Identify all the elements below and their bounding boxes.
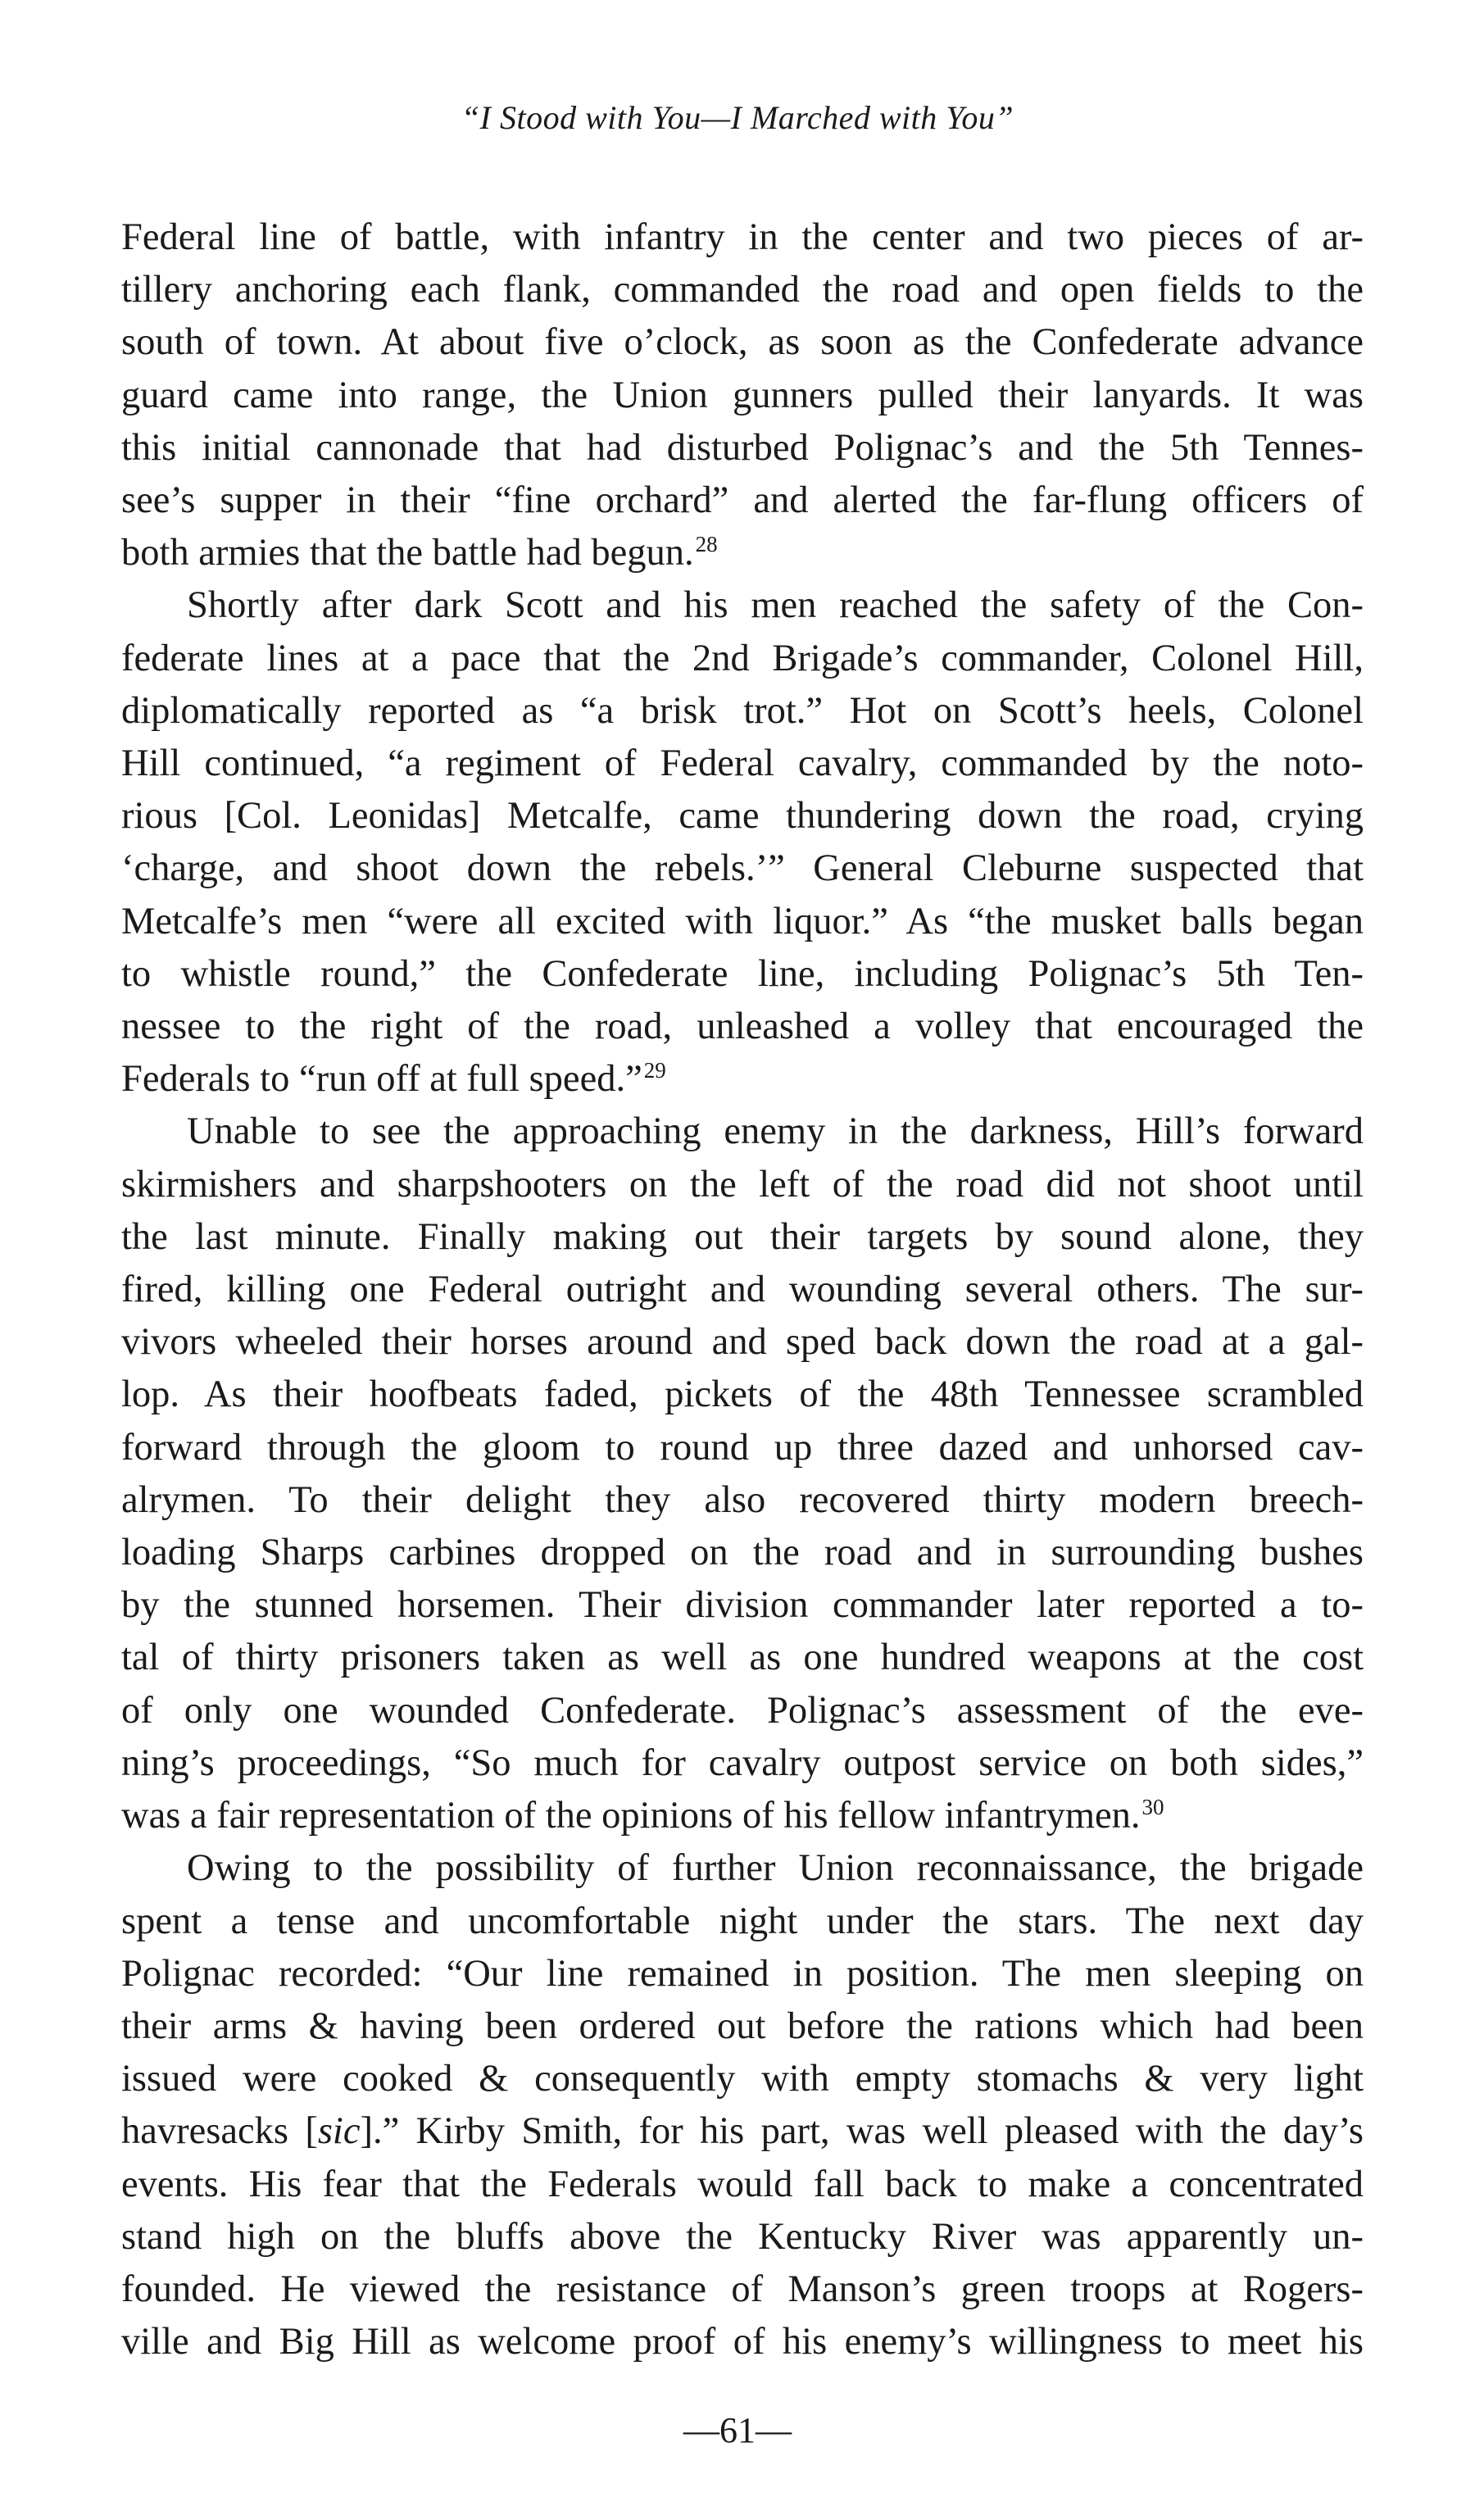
text-line: their arms & having been ordered out before the rations which had been — [121, 2005, 1364, 2047]
text-line: to whistle round,” the Confederate line, including Polignac’s 5th Ten- — [121, 952, 1364, 995]
footnote-marker[interactable]: 29 — [643, 1057, 666, 1083]
text-line: Metcalfe’s men “were all excited with liquor.” As “the musket balls began — [121, 900, 1364, 942]
paragraph-1 — [121, 211, 1364, 579]
text-line: havresacks [sic].” Kirby Smith, for his part, was well pleased with the day’s — [121, 2110, 1364, 2153]
text-line: both armies that the battle had begun.$^{28}$ — [121, 531, 718, 574]
text-line: ning’s proceedings, “So much for cavalry outpost service on both sides,” — [121, 1741, 1364, 1784]
text-line: guard came into range, the Union gunners pulled their lanyards. It was — [121, 374, 1364, 416]
text-line: Polignac recorded: “Our line remained in position. The men sleeping on — [121, 1952, 1364, 1995]
text-line: stand high on the bluffs above the Kentucky River was apparently un- — [121, 2215, 1364, 2258]
text-line: spent a tense and uncomfortable night under the stars. The next day — [121, 1900, 1364, 1942]
text-line: founded. He viewed the resistance of Manson’s green troops at Rogers- — [121, 2268, 1364, 2310]
running-head: “I Stood with You—I Marched with You” — [461, 99, 1014, 136]
text-line: rious [Col. Leonidas] Metcalfe, came thundering down the road, crying — [121, 795, 1364, 838]
body-text — [121, 211, 1364, 2368]
text-line: tal of thirty prisoners taken as well as one hundred weapons at the cost — [121, 1637, 1364, 1679]
page-number: —61— — [683, 2410, 792, 2450]
text-line: fired, killing one Federal outright and wounding several others. The sur- — [121, 1269, 1364, 1311]
text-line: of only one wounded Confederate. Polignac’s assessment of the eve- — [121, 1689, 1364, 1732]
text-line: vivors wheeled their horses around and sped back down the road at a gal- — [121, 1321, 1364, 1364]
text-line: lop. As their hoofbeats faded, pickets of the 48th Tennessee scrambled — [121, 1374, 1364, 1416]
text-line: Federals to “run off at full speed.”$^{29}$ — [121, 1057, 666, 1101]
paragraph-4 — [121, 1842, 1364, 2368]
text-line: diplomatically reported as “a brisk trot.” Hot on Scott’s heels, Colonel — [121, 689, 1364, 732]
text-line: Unable to see the approaching enemy in the darkness, Hill’s forward — [187, 1110, 1364, 1153]
text-line: by the stunned horsemen. Their division commander later reported a to- — [121, 1584, 1364, 1627]
text-line: Federal line of battle, with infantry in the center and two pieces of ar- — [121, 216, 1364, 258]
text-line: events. His fear that the Federals would fall back to make a concentrated — [121, 2163, 1364, 2205]
paragraph-3 — [121, 1106, 1364, 1842]
text-line: Owing to the possibility of further Union reconnaissance, the brigade — [187, 1847, 1364, 1890]
text-line: forward through the gloom to round up three dazed and unhorsed cav- — [121, 1426, 1364, 1469]
text-line: nessee to the right of the road, unleashed a volley that encouraged the — [121, 1006, 1364, 1048]
text-line: south of town. At about five o’clock, as soon as the Confederate advance — [121, 321, 1364, 364]
text-line: this initial cannonade that had disturbed Polignac’s and the 5th Tennes- — [121, 426, 1364, 469]
text-line: tillery anchoring each flank, commanded the road and open fields to the — [121, 269, 1364, 311]
text-line: ‘charge, and shoot down the rebels.’” General Cleburne suspected that — [121, 847, 1364, 890]
text-line: see’s supper in their “fine orchard” and alerted the far-flung officers of — [121, 479, 1364, 522]
text-line: alrymen. To their delight they also recovered thirty modern breech- — [121, 1478, 1364, 1521]
text-line: Shortly after dark Scott and his men reached the safety of the Con- — [187, 584, 1364, 627]
text-line: was a fair representation of the opinions of his fellow infantrymen.$^{30}$ — [121, 1794, 1164, 1837]
text-line: the last minute. Finally making out their targets by sound alone, they — [121, 1215, 1364, 1258]
footnote-marker[interactable]: 30 — [1141, 1794, 1164, 1819]
text-line: Hill continued, “a regiment of Federal cavalry, commanded by the noto- — [121, 742, 1364, 785]
text-line: ville and Big Hill as welcome proof of his enemy’s willingness to meet his — [121, 2321, 1364, 2363]
text-line: loading Sharps carbines dropped on the road and in surrounding bushes — [121, 1532, 1364, 1574]
paragraph-2 — [121, 579, 1364, 1106]
text-line: issued were cooked & consequently with empty stomachs & very light — [121, 2058, 1364, 2100]
footnote-marker[interactable]: 28 — [695, 531, 718, 556]
text-line: federate lines at a pace that the 2nd Brigade’s commander, Colonel Hill, — [121, 637, 1364, 679]
text-line: skirmishers and sharpshooters on the left of the road did not shoot until — [121, 1163, 1364, 1206]
